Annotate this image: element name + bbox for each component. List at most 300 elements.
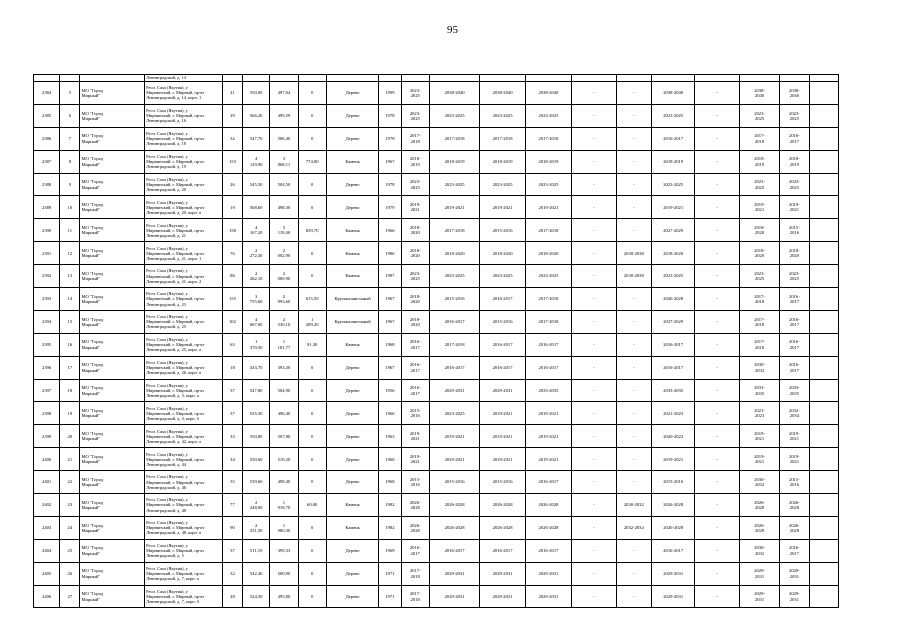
period-cell: - <box>695 471 739 494</box>
empty-cell <box>809 104 838 127</box>
build-year-cell: 1960 <box>379 448 401 471</box>
period-cell: - <box>572 219 616 242</box>
period-cell: 2016- 2017 <box>401 333 429 356</box>
row-id-cell: 2406 <box>34 585 60 608</box>
period-cell: 2016-2017 <box>525 471 571 494</box>
nonliving-area-cell: 91,30 <box>298 333 326 356</box>
period-cell: 2029-2031 <box>429 379 480 402</box>
empty-cell <box>809 471 838 494</box>
build-year-cell: 1979 <box>379 196 401 219</box>
empty-cell <box>809 402 838 425</box>
period-cell: - <box>695 356 739 379</box>
period-cell: 2019- 2021 <box>739 196 779 219</box>
municipality-cell: МО "Город Мирный" <box>80 310 145 333</box>
municipality-cell: МО "Город Мирный" <box>80 494 145 517</box>
living-area-cell: 2 000,90 <box>270 265 298 288</box>
municipality-cell: МО "Город Мирный" <box>80 379 145 402</box>
municipality-cell: МО "Город Мирный" <box>80 127 145 150</box>
empty-cell <box>809 127 838 150</box>
period-cell: - <box>616 471 651 494</box>
period-cell: 2016-2017 <box>480 539 525 562</box>
period-cell: 2016-2017 <box>652 539 695 562</box>
living-area-cell: 1 980,30 <box>270 516 298 539</box>
empty-cell <box>809 242 838 265</box>
row-number-cell: 19 <box>60 402 80 425</box>
wall-material-cell: Крупнопанельный <box>326 310 379 333</box>
period-cell: 2023-2025 <box>429 104 480 127</box>
row-id-cell: 2403 <box>34 516 60 539</box>
period-cell: 2029- 2031 <box>780 585 809 608</box>
period-cell: 2015- 2016 <box>401 471 429 494</box>
total-area-cell: 2 272,30 <box>243 242 270 265</box>
period-cell: 2019-2021 <box>525 448 571 471</box>
municipality-cell: МО "Город Мирный" <box>80 402 145 425</box>
living-area-cell: 496,40 <box>270 402 298 425</box>
living-area-cell: 2 530,10 <box>270 310 298 333</box>
period-cell: 2023- 2025 <box>739 265 779 288</box>
row-number-cell: 15 <box>60 310 80 333</box>
period-cell: - <box>572 288 616 311</box>
period-cell: 2030-2038 <box>616 242 651 265</box>
period-cell: 2026- 2028 <box>780 516 809 539</box>
wall-material-cell: Дерево <box>326 562 379 585</box>
period-cell: 2021- 2023 <box>739 402 779 425</box>
empty-cell <box>809 219 838 242</box>
period-cell: - <box>616 585 651 608</box>
period-cell: 2023- 2025 <box>401 82 429 105</box>
period-cell: 2032-2034 <box>616 516 651 539</box>
period-cell: - <box>572 494 616 517</box>
address-cell: Респ. Саха (Якутия), у Мирнинский, г. Мирный, пр-кт Ленинградский, д. 19 <box>145 150 223 173</box>
row-id-cell: 2389 <box>34 196 60 219</box>
period-cell: 2017- 2018 <box>739 333 779 356</box>
period-cell: 2017-2018 <box>429 333 480 356</box>
period-cell: 2019- 2021 <box>739 425 779 448</box>
table-row <box>34 219 839 242</box>
period-cell: 2018-2020 <box>429 242 480 265</box>
period-cell: 2029- 2031 <box>780 562 809 585</box>
address-cell: Респ. Саха (Якутия), у Мирнинский, г. Мирный, пр-кт Ленинградский, д. 48 <box>145 494 223 517</box>
period-cell: 2026- 2028 <box>401 516 429 539</box>
period-cell: 2018- 2019 <box>780 150 809 173</box>
table-row <box>34 104 839 127</box>
period-cell: 2019-2021 <box>652 196 695 219</box>
empty-cell <box>809 448 838 471</box>
address-cell: Респ. Саха (Якутия), у Мирнинский, г. Мирный, пр-кт Ленинградский, д. 3, корп. а <box>145 379 223 402</box>
period-cell: 2026-2028 <box>429 516 480 539</box>
period-cell: 2019-2021 <box>480 196 525 219</box>
build-year-cell: 1967 <box>379 288 401 311</box>
table-row <box>34 562 839 585</box>
period-cell: 2019-2021 <box>429 196 480 219</box>
nonliving-area-cell: 0 <box>298 562 326 585</box>
period-cell: - <box>616 379 651 402</box>
nonliving-area-cell: 0 <box>298 379 326 402</box>
nonliving-area-cell: 615,50 <box>298 288 326 311</box>
row-id-cell: 2390 <box>34 219 60 242</box>
period-cell: 2016- 2017 <box>401 379 429 402</box>
period-cell: 2029-2031 <box>480 379 525 402</box>
residents-cell: 29 <box>222 104 242 127</box>
total-area-cell: 547,70 <box>243 127 270 150</box>
build-year-cell: 1978 <box>379 173 401 196</box>
municipality-cell: МО "Город Мирный" <box>80 356 145 379</box>
empty-cell <box>809 585 838 608</box>
empty-cell <box>809 310 838 333</box>
total-area-cell: 4 167,20 <box>243 219 270 242</box>
period-cell: 2029-2031 <box>480 585 525 608</box>
period-cell: - <box>695 379 739 402</box>
residents-cell: 86 <box>222 265 242 288</box>
address-cell: Респ. Саха (Якутия), у Мирнинский, г. Мирный, пр-кт Ленинградский, д. 20 <box>145 173 223 196</box>
nonliving-area-cell: 0 <box>298 265 326 288</box>
wall-material-cell: Дерево <box>326 471 379 494</box>
build-year-cell: 1969 <box>379 539 401 562</box>
period-cell: - <box>695 562 739 585</box>
build-year-cell: 1966 <box>379 402 401 425</box>
total-area-cell: 545,50 <box>243 173 270 196</box>
total-area-cell: 4 129,90 <box>243 150 270 173</box>
address-cell: Респ. Саха (Якутия), у Мирнинский, г. Мирный, пр-кт Ленинградский, д. 44 <box>145 448 223 471</box>
period-cell: 2016-2017 <box>429 310 480 333</box>
period-cell: 2018-2020 <box>525 242 571 265</box>
period-cell: - <box>695 402 739 425</box>
table-row <box>34 448 839 471</box>
period-cell: 2018-2020 <box>652 242 695 265</box>
period-cell: - <box>616 333 651 356</box>
row-number-cell: 23 <box>60 494 80 517</box>
address-cell: Респ. Саха (Якутия), у Мирнинский, г. Мирный, пр-кт Ленинградский, д. 16 <box>145 104 223 127</box>
empty-cell <box>809 379 838 402</box>
table-row <box>34 494 839 517</box>
total-area-cell: 535,30 <box>243 402 270 425</box>
period-cell: 2019-2021 <box>525 402 571 425</box>
period-cell: 2026-2028 <box>525 494 571 517</box>
period-cell: - <box>616 288 651 311</box>
period-cell: - <box>695 516 739 539</box>
row-number-cell: 25 <box>60 539 80 562</box>
table-row <box>34 288 839 311</box>
period-cell: 2023-2025 <box>429 265 480 288</box>
period-cell: 2015- 2016 <box>780 471 809 494</box>
empty-cell <box>809 562 838 585</box>
row-id-cell: 2404 <box>34 539 60 562</box>
period-cell: 2026-2028 <box>652 494 695 517</box>
residents-cell: 28 <box>222 585 242 608</box>
residents-cell: 153 <box>222 150 242 173</box>
row-id-cell: 2392 <box>34 265 60 288</box>
period-cell: - <box>616 82 651 105</box>
row-number-cell: 20 <box>60 425 80 448</box>
period-cell: 2015-2016 <box>429 471 480 494</box>
period-cell: 2026- 2028 <box>739 516 779 539</box>
table-row <box>34 82 839 105</box>
period-cell: 2038-2040 <box>652 82 695 105</box>
row-number-cell: 11 <box>60 219 80 242</box>
total-area-cell: 547,80 <box>243 379 270 402</box>
build-year-cell: 1987 <box>379 265 401 288</box>
total-area-cell: 550,00 <box>243 82 270 105</box>
nonliving-area-cell: 0 <box>298 173 326 196</box>
living-area-cell: 510,20 <box>270 448 298 471</box>
build-year-cell: 1986 <box>379 242 401 265</box>
period-cell: - <box>695 173 739 196</box>
period-cell: - <box>695 219 739 242</box>
period-cell: 2017-2018 <box>525 219 571 242</box>
period-cell: 2016-2017 <box>429 539 480 562</box>
period-cell: 2018- 2020 <box>739 242 779 265</box>
period-cell: 2018-2019 <box>652 150 695 173</box>
table-row-continuation <box>34 75 839 82</box>
row-number-cell: 7 <box>60 127 80 150</box>
period-cell: 2017- 2018 <box>739 127 779 150</box>
wall-material-cell: Дерево <box>326 539 379 562</box>
address-cell: Ленинградский, д. 14 <box>145 75 223 82</box>
period-cell: 2017- 2018 <box>739 310 779 333</box>
empty-cell <box>809 494 838 517</box>
residents-cell: 37 <box>222 402 242 425</box>
address-cell: Респ. Саха (Якутия), у Мирнинский, г. Мирный, пр-кт Ленинградский, д. 21 <box>145 219 223 242</box>
period-cell: 2018-2020 <box>480 242 525 265</box>
municipality-cell: МО "Город Мирный" <box>80 562 145 585</box>
period-cell: - <box>572 356 616 379</box>
row-id-cell: 2388 <box>34 173 60 196</box>
table-row <box>34 310 839 333</box>
municipality-cell: МО "Город Мирный" <box>80 196 145 219</box>
period-cell: 2016-2017 <box>480 356 525 379</box>
row-id-cell: 2394 <box>34 310 60 333</box>
period-cell: 2038-2040 <box>525 82 571 105</box>
period-cell: 2019-2021 <box>525 425 571 448</box>
period-cell: 2018- 2019 <box>739 150 779 173</box>
period-cell: 2023- 2025 <box>780 265 809 288</box>
address-cell: Респ. Саха (Якутия), у Мирнинский, г. Мирный, пр-кт Ленинградский, д. 42, корп. а <box>145 425 223 448</box>
total-area-cell: 2 248,00 <box>243 494 270 517</box>
period-cell: - <box>572 310 616 333</box>
wall-material-cell: Дерево <box>326 356 379 379</box>
period-cell: 2027-2029 <box>652 310 695 333</box>
period-cell: 2019-2021 <box>429 425 480 448</box>
municipality-cell: МО "Город Мирный" <box>80 539 145 562</box>
residents-cell: 63 <box>222 333 242 356</box>
municipality-cell: МО "Город Мирный" <box>80 471 145 494</box>
living-area-cell: 2 993,60 <box>270 288 298 311</box>
table-row <box>34 242 839 265</box>
municipality-cell: МО "Город Мирный" <box>80 516 145 539</box>
period-cell: - <box>572 196 616 219</box>
row-number-cell: 9 <box>60 173 80 196</box>
period-cell: 2017- 2018 <box>401 585 429 608</box>
period-cell: - <box>572 127 616 150</box>
period-cell: 2026- 2028 <box>780 494 809 517</box>
address-cell: Респ. Саха (Якутия), у Мирнинский, г. Мирный, пр-кт Ленинградский, д. 18 <box>145 127 223 150</box>
period-cell: - <box>572 82 616 105</box>
period-cell: 2023-2025 <box>652 173 695 196</box>
period-cell: 2019-2021 <box>480 448 525 471</box>
nonliving-area-cell: 0 <box>298 539 326 562</box>
period-cell: 2015-2016 <box>480 219 525 242</box>
period-cell: 2016-2017 <box>652 356 695 379</box>
wall-material-cell: Дерево <box>326 104 379 127</box>
municipality-cell: МО "Город Мирный" <box>80 448 145 471</box>
living-area-cell: 495,80 <box>270 585 298 608</box>
period-cell: - <box>572 585 616 608</box>
empty-cell <box>809 265 838 288</box>
address-cell: Респ. Саха (Якутия), у Мирнинский, г. Мирный, пр-кт Ленинградский, д. 20, корп. а <box>145 196 223 219</box>
wall-material-cell: Дерево <box>326 196 379 219</box>
address-cell: Респ. Саха (Якутия), у Мирнинский, г. Мирный, пр-кт Ленинградский, д. 26, корп. а <box>145 356 223 379</box>
wall-material-cell: Дерево <box>326 585 379 608</box>
period-cell: 2038-2040 <box>429 82 480 105</box>
build-year-cell: 1963 <box>379 425 401 448</box>
period-cell: 2018- 2020 <box>401 310 429 333</box>
wall-material-cell: Дерево <box>326 448 379 471</box>
residents-cell: 102 <box>222 310 242 333</box>
row-number-cell: 21 <box>60 448 80 471</box>
wall-material-cell: Камень <box>326 242 379 265</box>
period-cell: 2023-2025 <box>652 265 695 288</box>
municipality-cell: МО "Город Мирный" <box>80 585 145 608</box>
period-cell: 2019-2021 <box>480 425 525 448</box>
period-cell: - <box>695 539 739 562</box>
residents-cell: 37 <box>222 379 242 402</box>
municipality-cell: МО "Город Мирный" <box>80 150 145 173</box>
row-number-cell: 18 <box>60 379 80 402</box>
empty-cell <box>809 150 838 173</box>
total-area-cell: 2 262,10 <box>243 265 270 288</box>
row-id-cell: 2384 <box>34 82 60 105</box>
build-year-cell: 1978 <box>379 127 401 150</box>
residents-cell: 90 <box>222 516 242 539</box>
period-cell: - <box>695 196 739 219</box>
build-year-cell: 1967 <box>379 356 401 379</box>
period-cell: 2023- 2025 <box>401 173 429 196</box>
total-area-cell: 550,60 <box>243 448 270 471</box>
row-number-cell: 10 <box>60 196 80 219</box>
total-area-cell: 550,80 <box>243 425 270 448</box>
period-cell: 2023-2025 <box>525 173 571 196</box>
municipality-cell: МО "Город Мирный" <box>80 82 145 105</box>
period-cell: - <box>695 310 739 333</box>
period-cell: 2029-2031 <box>652 562 695 585</box>
period-cell: 2019-2021 <box>429 448 480 471</box>
period-cell: 2020-2022 <box>652 425 695 448</box>
municipality-cell: МО "Город Мирный" <box>80 219 145 242</box>
period-cell: 2017-2018 <box>429 127 480 150</box>
living-area-cell: 504,50 <box>270 173 298 196</box>
period-cell: 2019-2021 <box>480 402 525 425</box>
period-cell: 2018-2019 <box>429 150 480 173</box>
period-cell: - <box>572 448 616 471</box>
total-area-cell: 433,70 <box>243 356 270 379</box>
period-cell: 2026-2028 <box>525 516 571 539</box>
period-cell: 2017-2018 <box>525 310 571 333</box>
period-cell: - <box>572 104 616 127</box>
period-cell: 2016- 2017 <box>780 356 809 379</box>
period-cell: - <box>695 265 739 288</box>
period-cell: 2023-2025 <box>525 104 571 127</box>
residents-cell: 158 <box>222 219 242 242</box>
period-cell: 2019- 2021 <box>401 448 429 471</box>
period-cell: 2023- 2025 <box>739 173 779 196</box>
period-cell: - <box>616 196 651 219</box>
period-cell: 2027-2029 <box>652 219 695 242</box>
wall-material-cell: Камень <box>326 516 379 539</box>
nonliving-area-cell: 0 <box>298 425 326 448</box>
residents-cell: 21 <box>222 82 242 105</box>
period-cell: 2026-2028 <box>652 516 695 539</box>
period-cell: 2016- 2017 <box>780 127 809 150</box>
period-cell: - <box>695 150 739 173</box>
row-id-cell: 2398 <box>34 402 60 425</box>
period-cell: 2030- 2032 <box>739 356 779 379</box>
period-cell: 2018- 2020 <box>739 219 779 242</box>
period-cell: - <box>695 585 739 608</box>
period-cell: 2016- 2017 <box>780 333 809 356</box>
table-row <box>34 265 839 288</box>
living-area-cell: 393,30 <box>270 356 298 379</box>
build-year-cell: 1978 <box>379 104 401 127</box>
row-id-cell: 2391 <box>34 242 60 265</box>
row-number-cell: 24 <box>60 516 80 539</box>
nonliving-area-cell: 0 <box>298 82 326 105</box>
municipality-cell: МО "Город Мирный" <box>80 104 145 127</box>
period-cell: 2026-2028 <box>480 494 525 517</box>
period-cell: 2018-2019 <box>480 150 525 173</box>
build-year-cell: 1966 <box>379 219 401 242</box>
living-area-cell: 498,30 <box>270 196 298 219</box>
build-year-cell: 1982 <box>379 494 401 517</box>
period-cell: - <box>616 219 651 242</box>
wall-material-cell: Дерево <box>326 82 379 105</box>
period-cell: 2019- 2021 <box>401 425 429 448</box>
empty-cell <box>809 196 838 219</box>
period-cell: 2019- 2021 <box>780 196 809 219</box>
total-area-cell: 566,26 <box>243 104 270 127</box>
living-area-cell: 504,90 <box>270 379 298 402</box>
period-cell: 2016-2017 <box>652 333 695 356</box>
period-cell: 2018- 2020 <box>401 288 429 311</box>
period-cell: 2030-2038 <box>616 265 651 288</box>
period-cell: 2016- 2017 <box>401 356 429 379</box>
period-cell: 2029-2031 <box>525 585 571 608</box>
period-cell: 2019- 2021 <box>780 448 809 471</box>
residents-cell: 19 <box>222 196 242 219</box>
period-cell: 2017- 2018 <box>401 562 429 585</box>
residents-cell: 155 <box>222 288 242 311</box>
address-cell: Респ. Саха (Якутия), у Мирнинский, г. Мирный, пр-кт Ленинградский, д. 25 <box>145 310 223 333</box>
table-row <box>34 402 839 425</box>
period-cell: 2023- 2025 <box>780 104 809 127</box>
wall-material-cell: Камень <box>326 494 379 517</box>
period-cell: - <box>616 448 651 471</box>
table-row <box>34 471 839 494</box>
address-cell: Респ. Саха (Якутия), у Мирнинский, г. Мирный, пр-кт Ленинградский, д. 46 <box>145 471 223 494</box>
period-cell: - <box>616 356 651 379</box>
nonliving-area-cell: 0 <box>298 585 326 608</box>
period-cell: 2016-2017 <box>525 333 571 356</box>
row-number-cell: 27 <box>60 585 80 608</box>
period-cell: 2019- 2021 <box>780 425 809 448</box>
period-cell: 2023-2025 <box>525 265 571 288</box>
row-number-cell: 12 <box>60 242 80 265</box>
living-area-cell: 3 068,11 <box>270 150 298 173</box>
period-cell: - <box>572 242 616 265</box>
wall-material-cell: Дерево <box>326 425 379 448</box>
nonliving-area-cell: 0 <box>298 402 326 425</box>
nonliving-area-cell: 0 <box>298 471 326 494</box>
wall-material-cell: Крупнопанельный <box>326 288 379 311</box>
